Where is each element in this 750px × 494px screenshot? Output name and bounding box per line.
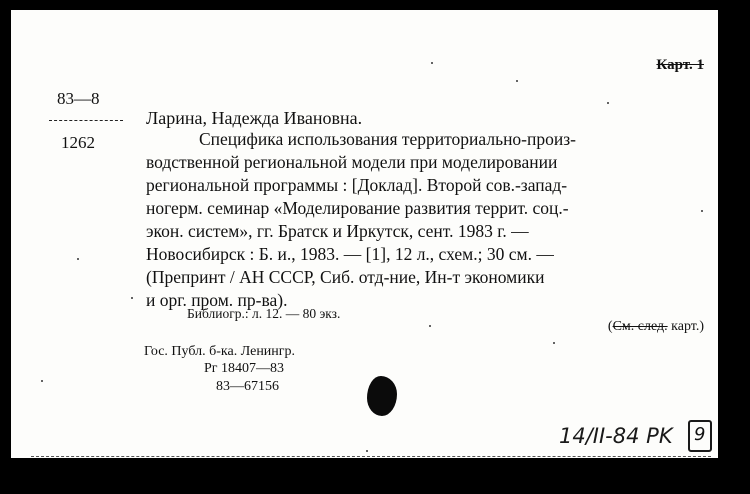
- scan-speck: [41, 380, 43, 382]
- record-number: 83—67156: [216, 379, 279, 394]
- inventory-number: 1262: [61, 133, 95, 152]
- scan-speck: [77, 258, 79, 260]
- description-line: региональной программы : [Доклад]. Второй сов.-запад-: [146, 175, 568, 195]
- see-next-prefix: (: [607, 319, 613, 334]
- classification-divider: [49, 120, 123, 121]
- scan-speck: [131, 297, 133, 299]
- description-line: экон. систем», гг. Братск и Иркутск, сент. 1983 г. —: [146, 221, 529, 241]
- scan-speck: [431, 62, 433, 64]
- bottom-edge-rule: [31, 456, 711, 457]
- scan-speck: [701, 210, 703, 212]
- description-line: водственной региональной модели при моделировании: [146, 152, 558, 172]
- bibliography-note: Библиогр.: л. 12. — 80 экз.: [187, 306, 341, 321]
- handwritten-box: [688, 420, 712, 452]
- author-heading: Ларина, Надежда Ивановна.: [146, 108, 363, 128]
- scan-speck: [429, 325, 431, 327]
- scan-speck: [553, 342, 555, 344]
- description-line: и орг. пром. пр-ва).: [146, 290, 288, 310]
- description-line: Новосибирск : Б. и., 1983. — [1], 12 л., схем.; 30 см. —: [146, 244, 554, 264]
- see-next-struck-text: См. след.: [612, 319, 668, 334]
- description-line: (Препринт / АН СССР, Сиб. отд-ние, Ин-т экономики: [146, 267, 545, 287]
- see-next-suffix: карт.): [667, 319, 704, 334]
- rt-number: Рг 18407—83: [204, 361, 285, 376]
- scan-speck: [607, 102, 609, 104]
- scan-speck: [366, 450, 368, 452]
- handwritten-note: 14/II-84 PK: [559, 424, 673, 448]
- scan-speck: [516, 80, 518, 82]
- ink-blot: [367, 376, 397, 416]
- description-line: ногерм. семинар «Моделирование развития террит. соц.-: [146, 198, 569, 218]
- handwritten-box-number: 9: [694, 424, 706, 445]
- see-next-card-note: [608, 320, 704, 334]
- catalog-card: [11, 10, 718, 458]
- description-line: Специфика использования территориально-произ-: [199, 129, 576, 149]
- classification-code: 83—8: [57, 89, 100, 108]
- library-line: Гос. Публ. б-ка. Ленингр.: [144, 344, 296, 359]
- card-marker: Карт. 1: [656, 57, 704, 73]
